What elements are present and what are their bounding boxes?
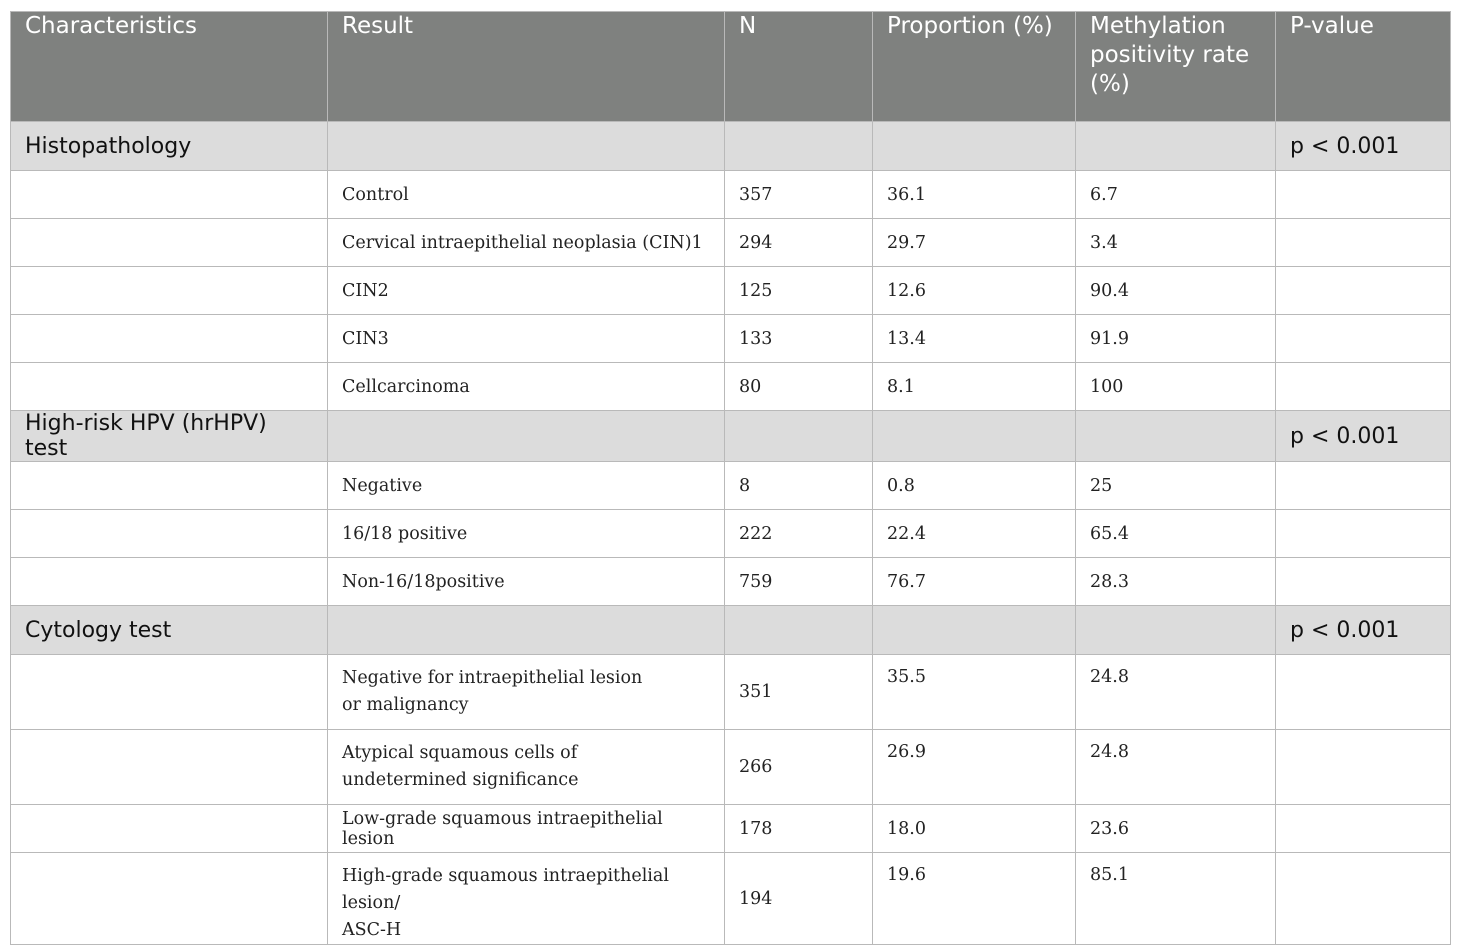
rate-cell: 24.8 (1076, 655, 1276, 730)
proportion-cell: 35.5 (873, 655, 1076, 730)
header-result: Result (328, 12, 725, 122)
result-cell: Cellcarcinoma (328, 363, 725, 411)
group-name: Histopathology (11, 122, 328, 171)
result-cell (328, 730, 725, 805)
table-row (11, 267, 1451, 315)
n-cell: 80 (725, 363, 873, 411)
result-cell (328, 655, 725, 730)
rate-cell: 91.9 (1076, 315, 1276, 363)
proportion-cell: 8.1 (873, 363, 1076, 411)
header-proportion: Proportion (%) (873, 12, 1076, 122)
proportion-cell: 18.0 (873, 805, 1076, 853)
table-row (11, 510, 1451, 558)
result-cell: Control (328, 171, 725, 219)
group-name: High-risk HPV (hrHPV) test (11, 411, 328, 462)
rate-cell: 6.7 (1076, 171, 1276, 219)
table-row (11, 655, 1451, 730)
rate-cell: 100 (1076, 363, 1276, 411)
group-row-cytology (11, 606, 1451, 655)
group-row-histopathology (11, 122, 1451, 171)
result-line: Negative for intraepithelial lesion (342, 668, 643, 688)
header-n: N (725, 12, 873, 122)
table-row (11, 315, 1451, 363)
rate-cell: 25 (1076, 462, 1276, 510)
result-cell: Low-grade squamous intraepithelial lesion (328, 805, 725, 853)
proportion-cell: 13.4 (873, 315, 1076, 363)
table-row (11, 462, 1451, 510)
rate-cell: 65.4 (1076, 510, 1276, 558)
proportion-cell: 26.9 (873, 730, 1076, 805)
n-cell: 194 (725, 853, 873, 945)
data-table (10, 11, 1451, 945)
table-row (11, 805, 1451, 853)
header-p-value: P-value (1276, 12, 1451, 122)
result-cell: Negative (328, 462, 725, 510)
result-cell: CIN2 (328, 267, 725, 315)
proportion-cell: 0.8 (873, 462, 1076, 510)
proportion-cell: 12.6 (873, 267, 1076, 315)
n-cell: 178 (725, 805, 873, 853)
table-row (11, 853, 1451, 945)
result-line: ASC-H (342, 920, 402, 940)
proportion-cell: 22.4 (873, 510, 1076, 558)
group-row-hrhpv (11, 411, 1451, 462)
table-row (11, 363, 1451, 411)
rate-cell: 90.4 (1076, 267, 1276, 315)
result-cell: CIN3 (328, 315, 725, 363)
header-methylation-rate: Methylation positivity rate (%) (1076, 12, 1276, 122)
result-cell (328, 853, 725, 945)
rate-cell: 28.3 (1076, 558, 1276, 606)
rate-cell: 85.1 (1076, 853, 1276, 945)
group-p-value: p < 0.001 (1276, 122, 1451, 171)
group-p-value: p < 0.001 (1276, 606, 1451, 655)
n-cell: 125 (725, 267, 873, 315)
header-row (11, 12, 1451, 122)
rate-cell: 24.8 (1076, 730, 1276, 805)
n-cell: 8 (725, 462, 873, 510)
n-cell: 222 (725, 510, 873, 558)
n-cell: 133 (725, 315, 873, 363)
rate-cell: 23.6 (1076, 805, 1276, 853)
proportion-cell: 36.1 (873, 171, 1076, 219)
table-row (11, 730, 1451, 805)
table-row (11, 558, 1451, 606)
n-cell: 294 (725, 219, 873, 267)
header-characteristics: Characteristics (11, 12, 328, 122)
table-row (11, 219, 1451, 267)
proportion-cell: 19.6 (873, 853, 1076, 945)
proportion-cell: 29.7 (873, 219, 1076, 267)
result-line: High-grade squamous intraepithelial lesion/ (342, 866, 669, 913)
n-cell: 357 (725, 171, 873, 219)
table-row (11, 171, 1451, 219)
n-cell: 266 (725, 730, 873, 805)
group-p-value: p < 0.001 (1276, 411, 1451, 462)
result-line: or malignancy (342, 695, 469, 715)
n-cell: 351 (725, 655, 873, 730)
rate-cell: 3.4 (1076, 219, 1276, 267)
proportion-cell: 76.7 (873, 558, 1076, 606)
result-line: undetermined significance (342, 770, 579, 790)
group-name: Cytology test (11, 606, 328, 655)
result-cell: Cervical intraepithelial neoplasia (CIN)1 (328, 219, 725, 267)
n-cell: 759 (725, 558, 873, 606)
result-cell: Non-16/18positive (328, 558, 725, 606)
result-line: Atypical squamous cells of (342, 743, 578, 763)
result-cell: 16/18 positive (328, 510, 725, 558)
